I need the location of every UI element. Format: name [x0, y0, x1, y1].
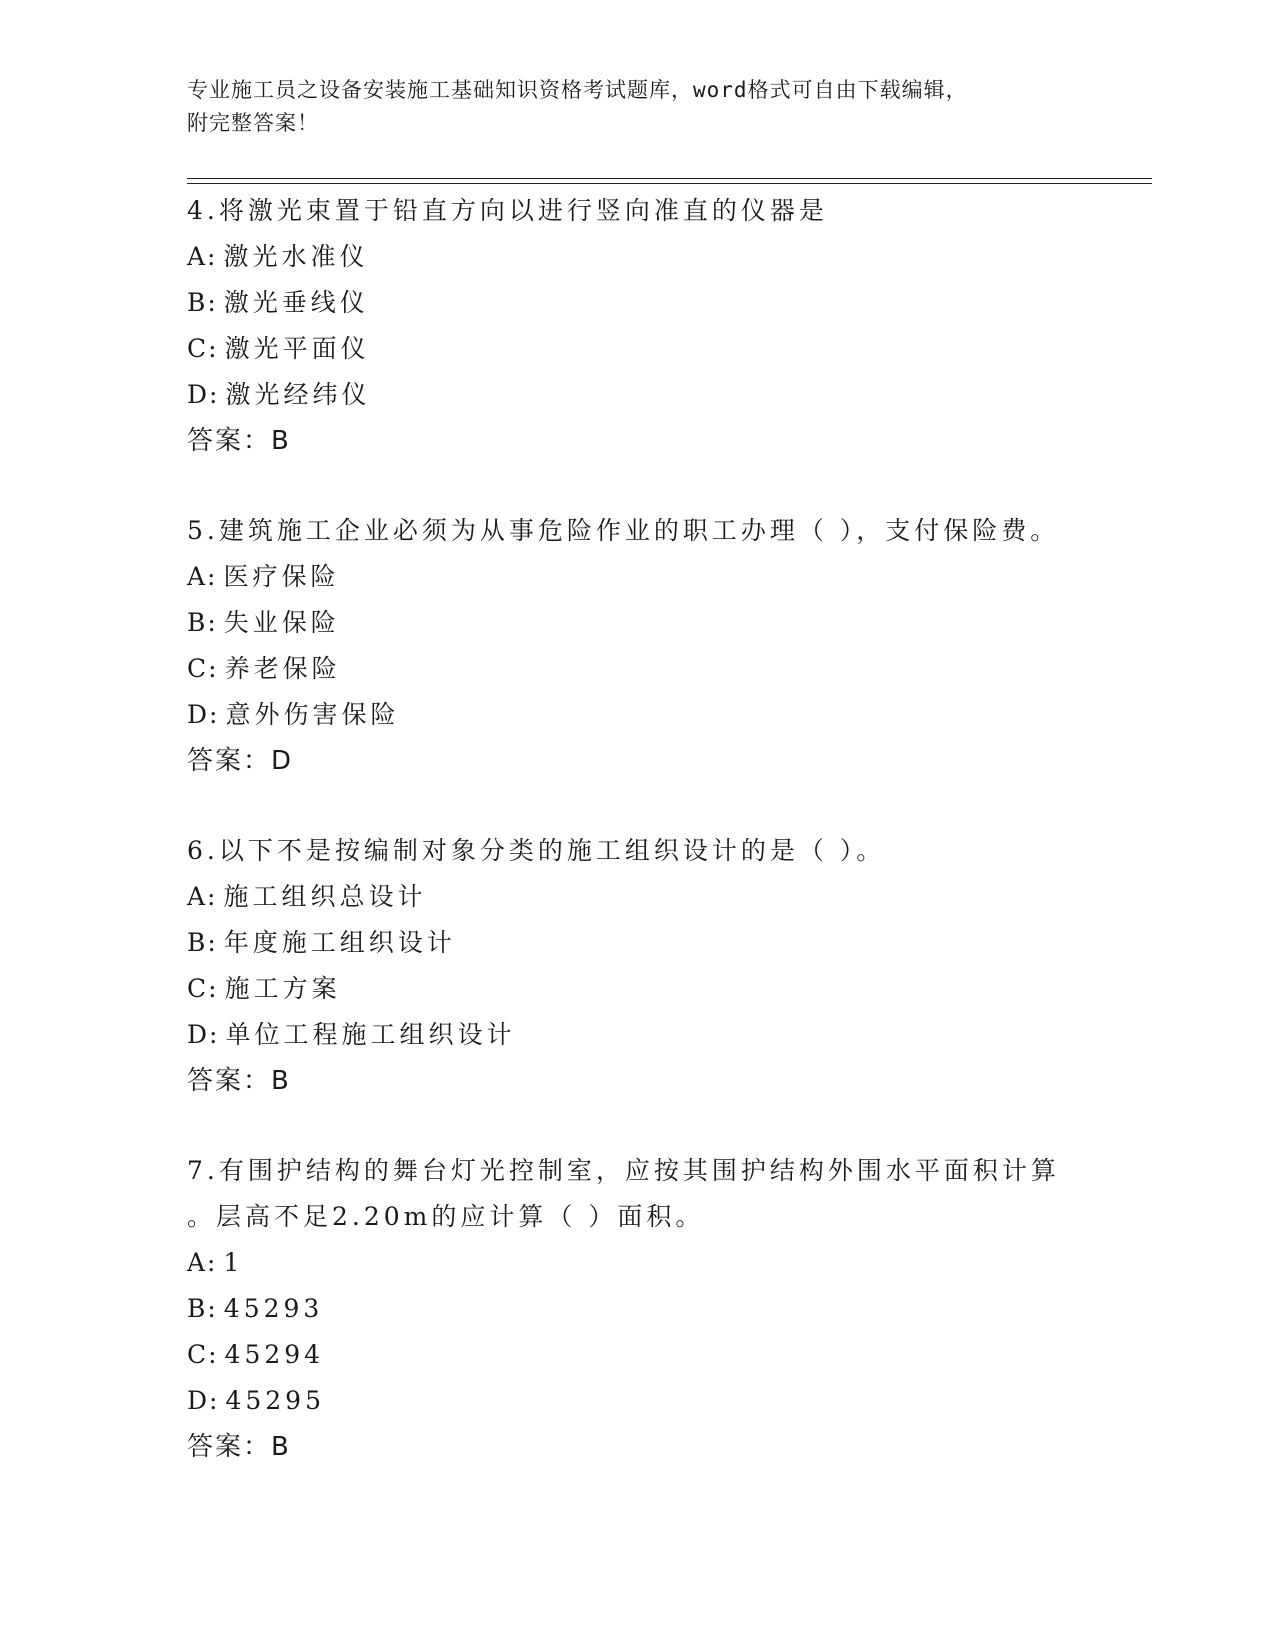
option-value: 45293: [223, 1294, 324, 1323]
question-text: 4.将激光束置于铅直方向以进行竖向准直的仪器是: [187, 196, 828, 225]
option-key: C:: [187, 974, 219, 1003]
document-header: [187, 74, 1167, 140]
option-value: 意外伤害保险: [225, 700, 400, 729]
option-a: [187, 234, 1127, 280]
question-text-line-2: 。层高不足2.20m的应计算（ ）面积。: [187, 1202, 705, 1231]
question-4: [187, 188, 1127, 464]
option-key: B:: [187, 608, 218, 637]
answer: 答案：B: [187, 426, 291, 456]
option-c: [187, 966, 1127, 1012]
question-text-line-1: 7.有围护结构的舞台灯光控制室，应按其围护结构外围水平面积计算: [187, 1156, 1060, 1185]
option-value: 养老保险: [224, 654, 341, 683]
option-d: [187, 1012, 1127, 1058]
option-a: [187, 554, 1127, 600]
option-key: A:: [187, 1248, 218, 1277]
answer: 答案：B: [187, 1432, 291, 1462]
option-key: A:: [187, 562, 218, 591]
option-b: [187, 920, 1127, 966]
option-c: [187, 646, 1127, 692]
option-c: [187, 326, 1127, 372]
option-d: [187, 692, 1127, 738]
option-a: [187, 874, 1127, 920]
question-6: [187, 828, 1127, 1104]
option-value: 激光平面仪: [224, 334, 370, 363]
option-value: 45295: [225, 1386, 325, 1415]
header-line-1: 专业施工员之设备安装施工基础知识资格考试题库，word格式可自由下载编辑，: [187, 78, 968, 102]
question-5: [187, 508, 1127, 784]
header-divider-top: [187, 178, 1152, 179]
option-key: C:: [187, 334, 219, 363]
option-value: 施工方案: [224, 974, 341, 1003]
option-b: [187, 1286, 1127, 1332]
question-text: 5.建筑施工企业必须为从事危险作业的职工办理（ ），支付保险费。: [187, 516, 1060, 545]
option-value: 医疗保险: [223, 562, 340, 591]
option-value: 施工组织总设计: [223, 882, 427, 911]
option-value: 1: [223, 1248, 244, 1277]
option-key: B:: [187, 928, 218, 957]
answer: 答案：B: [187, 1066, 291, 1096]
option-value: 45294: [224, 1340, 325, 1369]
option-value: 年度施工组织设计: [223, 928, 456, 957]
option-key: B:: [187, 288, 218, 317]
option-d: [187, 372, 1127, 418]
option-value: 失业保险: [223, 608, 340, 637]
option-key: C:: [187, 654, 219, 683]
header-divider-bottom: [187, 183, 1152, 184]
option-key: D:: [187, 380, 220, 409]
header-line-2: 附完整答案！: [187, 111, 319, 135]
option-key: D:: [187, 1386, 220, 1415]
option-c: [187, 1332, 1127, 1378]
option-key: D:: [187, 700, 220, 729]
option-value: 激光水准仪: [223, 242, 369, 271]
option-key: A:: [187, 882, 218, 911]
option-key: D:: [187, 1020, 220, 1049]
option-value: 激光垂线仪: [223, 288, 369, 317]
option-d: [187, 1378, 1127, 1424]
option-value: 激光经纬仪: [225, 380, 371, 409]
option-key: A:: [187, 242, 218, 271]
option-a: [187, 1240, 1127, 1286]
option-value: 单位工程施工组织设计: [225, 1020, 516, 1049]
option-key: C:: [187, 1340, 219, 1369]
option-key: B:: [187, 1294, 218, 1323]
option-b: [187, 600, 1127, 646]
question-7: [187, 1148, 1127, 1470]
answer: 答案：D: [187, 746, 294, 776]
option-b: [187, 280, 1127, 326]
question-text: 6.以下不是按编制对象分类的施工组织设计的是（ ）。: [187, 836, 886, 865]
